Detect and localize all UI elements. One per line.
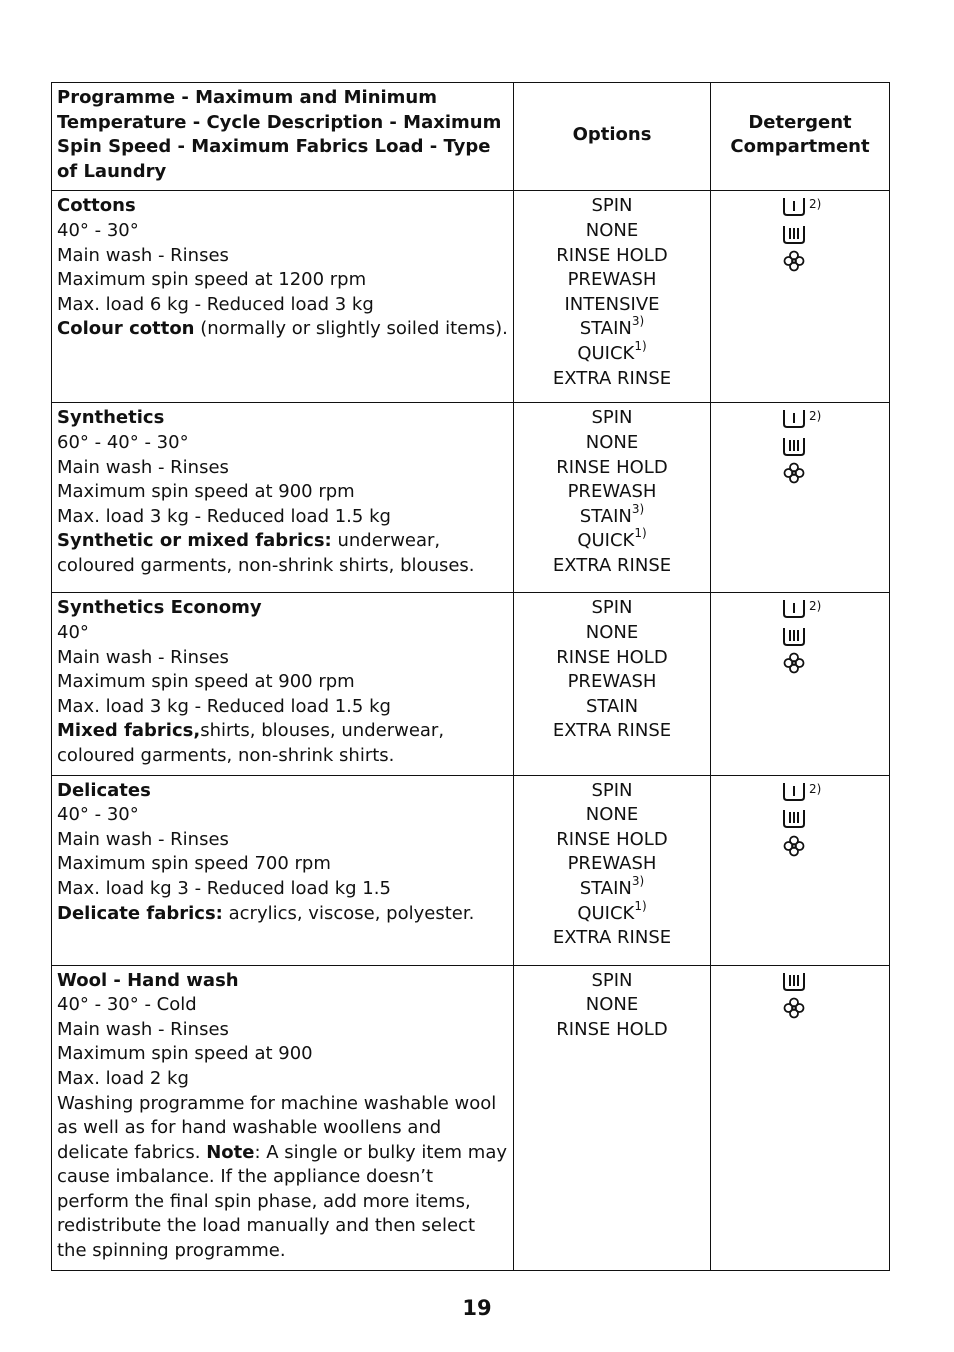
option-item	[519, 873, 705, 902]
main-wash-compartment-icon	[782, 806, 818, 831]
laundry-type	[57, 1092, 508, 1264]
footnote-ref: 2)	[809, 197, 822, 212]
option-item: RINSE HOLD	[556, 1018, 668, 1040]
main-wash-compartment-icon	[782, 969, 818, 994]
cycle-description: Main wash - Rinses	[57, 828, 229, 850]
max-load: Max. load 2 kg	[57, 1067, 189, 1089]
programme-name: Delicates	[57, 779, 151, 801]
footnote-ref: 2)	[809, 409, 822, 424]
prewash-compartment-icon	[782, 596, 822, 621]
option-item	[519, 338, 705, 367]
option-item: PREWASH	[567, 269, 657, 291]
detergent-cell	[711, 593, 890, 775]
laundry-type-text: (normally or slightly soiled items).	[194, 318, 508, 340]
laundry-type-bold: Colour cotton	[57, 318, 195, 340]
options-cell	[514, 191, 711, 403]
detergent-cell	[711, 775, 890, 965]
laundry-type-bold: Mixed fabrics,	[57, 720, 201, 742]
prewash-compartment-icon	[782, 194, 822, 219]
options-cell	[514, 775, 711, 965]
option-label: QUICK	[577, 530, 635, 552]
cycle-description: Main wash - Rinses	[57, 456, 229, 478]
table-row	[52, 775, 890, 965]
laundry-type	[57, 317, 508, 342]
option-item: RINSE HOLD	[556, 456, 668, 478]
main-wash-compartment-icon	[782, 434, 818, 459]
option-label: STAIN	[579, 318, 632, 340]
option-item: PREWASH	[567, 853, 657, 875]
option-item: SPIN	[591, 195, 633, 217]
footnote-ref: 1)	[634, 338, 647, 353]
option-item: SPIN	[591, 597, 633, 619]
option-item: RINSE HOLD	[556, 828, 668, 850]
max-spin-speed: Maximum spin speed at 1200 rpm	[57, 269, 367, 291]
programme-cell	[52, 775, 514, 965]
softener-compartment-icon	[782, 996, 818, 1021]
max-spin-speed: Maximum spin speed 700 rpm	[57, 853, 331, 875]
programme-table	[51, 82, 890, 1271]
table-row	[52, 593, 890, 775]
option-item: NONE	[585, 804, 639, 826]
programme-name: Synthetics	[57, 407, 165, 429]
detergent-cell	[711, 403, 890, 593]
programme-cell	[52, 965, 514, 1270]
option-item: INTENSIVE	[564, 293, 660, 315]
prewash-compartment-icon	[782, 406, 822, 431]
programme-name: Cottons	[57, 195, 136, 217]
option-label: STAIN	[579, 505, 632, 527]
temperature: 40° - 30°	[57, 804, 139, 826]
prewash-compartment-icon	[782, 779, 822, 804]
detergent-cell	[711, 965, 890, 1270]
page-number: 19	[462, 1296, 492, 1320]
option-item: EXTRA RINSE	[552, 554, 672, 576]
footnote-ref: 1)	[634, 898, 647, 913]
programme-cell	[52, 593, 514, 775]
footnote-ref: 2)	[809, 781, 822, 796]
footnote-ref: 1)	[634, 526, 647, 541]
option-item	[519, 526, 705, 554]
softener-compartment-icon	[782, 651, 818, 676]
programme-name: Wool - Hand wash	[57, 969, 239, 991]
detergent-cell	[711, 191, 890, 403]
options-cell	[514, 965, 711, 1270]
temperature: 40° - 30°	[57, 219, 139, 241]
option-item: EXTRA RINSE	[552, 720, 672, 742]
options-cell	[514, 403, 711, 593]
table-row	[52, 191, 890, 403]
laundry-type	[57, 529, 508, 578]
laundry-type-text: shirts, blouses, underwear, coloured garments, non-shrink shirts.	[57, 720, 445, 766]
footnote-ref: 3)	[631, 873, 645, 888]
footnote-ref: 2)	[809, 599, 822, 614]
cycle-description: Main wash - Rinses	[57, 646, 229, 668]
option-item	[519, 898, 705, 927]
laundry-type-text: : A single or bulky item may cause imbalance. If the appliance doesn’t perform the final spin phase, add more items, redistribute the load manually and then select the spinning programme.	[57, 1141, 508, 1262]
laundry-type-bold: Delicate fabrics:	[57, 902, 223, 924]
cycle-description: Main wash - Rinses	[57, 244, 229, 266]
option-item: SPIN	[591, 969, 633, 991]
softener-compartment-icon	[782, 461, 818, 486]
max-load: Max. load 6 kg - Reduced load 3 kg	[57, 293, 374, 315]
max-load: Max. load 3 kg - Reduced load 1.5 kg	[57, 695, 391, 717]
option-item	[519, 314, 705, 342]
option-item: NONE	[585, 994, 639, 1016]
softener-compartment-icon	[782, 249, 818, 274]
option-item: NONE	[585, 219, 639, 241]
laundry-type-text: underwear, coloured garments, non-shrink shirts, blouses.	[57, 530, 475, 576]
option-item: SPIN	[591, 779, 633, 801]
table-row	[52, 403, 890, 593]
option-item: NONE	[585, 621, 639, 643]
option-label: STAIN	[579, 877, 632, 899]
option-item: SPIN	[591, 407, 633, 429]
option-item: EXTRA RINSE	[552, 927, 672, 949]
laundry-type-bold: Synthetic or mixed fabrics:	[57, 530, 332, 552]
option-item: EXTRA RINSE	[552, 367, 672, 389]
option-item: PREWASH	[567, 671, 657, 693]
programme-name: Synthetics Economy	[57, 597, 262, 619]
footnote-ref: 3)	[631, 501, 645, 516]
laundry-type-intro: Washing programme for machine washable wool as well as for hand washable woollens and delicate fabrics.	[57, 1092, 497, 1163]
programme-cell	[52, 191, 514, 403]
laundry-type	[57, 902, 508, 927]
main-wash-compartment-icon	[782, 624, 818, 649]
option-item: RINSE HOLD	[556, 244, 668, 266]
max-load: Max. load 3 kg - Reduced load 1.5 kg	[57, 505, 391, 527]
option-item	[519, 501, 705, 530]
header-detergent-compartment: Detergent Compartment	[711, 83, 890, 191]
temperature: 40° - 30° - Cold	[57, 994, 197, 1016]
max-load: Max. load kg 3 - Reduced load kg 1.5	[57, 877, 391, 899]
table-header-row	[52, 83, 890, 191]
programme-cell	[52, 403, 514, 593]
option-label: QUICK	[577, 902, 635, 924]
softener-compartment-icon	[782, 834, 818, 859]
option-item: STAIN	[585, 695, 639, 717]
laundry-type-text: acrylics, viscose, polyester.	[222, 902, 475, 924]
options-cell	[514, 593, 711, 775]
header-options: Options	[514, 83, 711, 191]
laundry-type	[57, 719, 508, 768]
laundry-type-bold: Note	[206, 1141, 255, 1163]
option-item: RINSE HOLD	[556, 646, 668, 668]
table-row	[52, 965, 890, 1270]
max-spin-speed: Maximum spin speed at 900	[57, 1043, 313, 1065]
max-spin-speed: Maximum spin speed at 900 rpm	[57, 481, 355, 503]
max-spin-speed: Maximum spin speed at 900 rpm	[57, 671, 355, 693]
cycle-description: Main wash - Rinses	[57, 1018, 229, 1040]
header-programme: Programme - Maximum and Minimum Temperature - Cycle Description - Maximum Spin Speed - Maximum Fabrics Load - Type of Laundry	[52, 83, 514, 191]
option-item: PREWASH	[567, 481, 657, 503]
footnote-ref: 3)	[631, 314, 645, 329]
main-wash-compartment-icon	[782, 222, 818, 247]
temperature: 40°	[57, 621, 89, 643]
option-label: QUICK	[577, 342, 635, 364]
temperature: 60° - 40° - 30°	[57, 431, 189, 453]
option-item: NONE	[585, 431, 639, 453]
